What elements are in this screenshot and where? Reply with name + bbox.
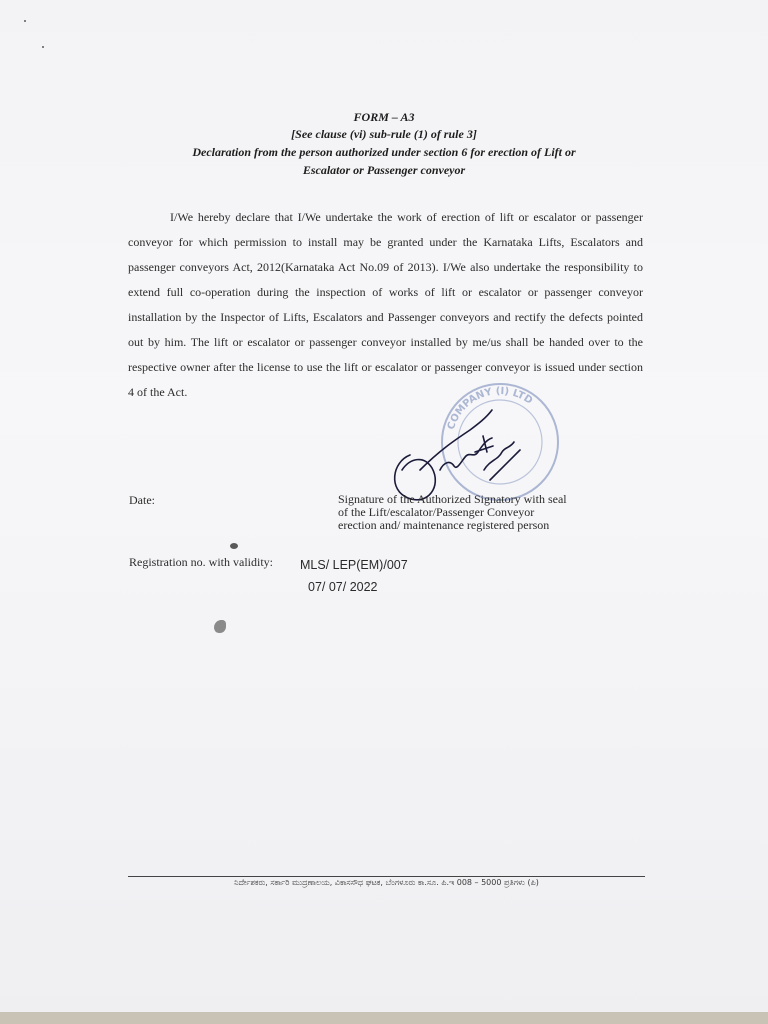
registration-number: MLS/ LEP(EM)/007 (300, 558, 408, 572)
ink-smudge (214, 620, 226, 633)
form-heading-line2: Escalator or Passenger conveyor (302, 163, 466, 177)
registration-validity: 07/ 07/ 2022 (308, 580, 378, 594)
ink-blot (230, 543, 238, 549)
signature-caption-line3: erection and/ maintenance registered person (338, 518, 550, 532)
registration-label: Registration no. with validity: (129, 555, 273, 569)
footer-rule (128, 876, 645, 877)
svg-text:COMPANY (I) LTD (446, 386, 535, 431)
speck (42, 46, 44, 48)
company-seal-stamp (442, 384, 558, 500)
footer-printer-text: ನಿರ್ದೇಶಕರು, ಸರ್ಕಾರಿ ಮುದ್ರಣಾಲಯ, ವಿಕಾಸಸೌಧ ಘಟಕ, ಬೆಂಗಳೂರು ಕಾ.ಸೂ. ಪಿ.ಇ 008 – 5000 ಪ್ರತಿಗಳು (ಪಿ) (234, 878, 539, 887)
seal-text: COMPANY (I) LTD (445, 385, 535, 432)
scan-bottom-edge (0, 1012, 768, 1024)
form-heading-line1: Declaration from the person authorized under section 6 for erection of Lift or (192, 145, 576, 159)
declaration-text: I/We hereby declare that I/We undertake the work of erection of lift or escalator or passenger conveyor for which permission to install may be granted under the Karnataka Lifts, Escalators and passenger conveyors Act, 2012(Karnataka Act No.09 of 2013). I/We also undertake the responsibility to extend full co-operation during the inspection of works of lift or escalator or passenger conveyor installation by the Inspector of Lifts, Escalators and Passenger conveyors and rectify the defects pointed out by him. The lift or escalator or passenger conveyor installed by me/us shall be handed over to the respective owner after the license to use the lift or escalator or passenger conveyor is issued under section 4 of the Act. (128, 210, 643, 399)
signature-caption (338, 493, 618, 532)
speck (24, 20, 26, 22)
form-title: FORM – A3 (353, 110, 415, 124)
signature-caption-line2: of the Lift/escalator/Passenger Conveyor (338, 505, 535, 519)
form-clause: [See clause (vi) sub-rule (1) of rule 3] (291, 127, 477, 141)
date-label: Date: (129, 493, 155, 507)
signature-caption-line1: Signature of the Authorized Signatory with seal (338, 492, 567, 506)
